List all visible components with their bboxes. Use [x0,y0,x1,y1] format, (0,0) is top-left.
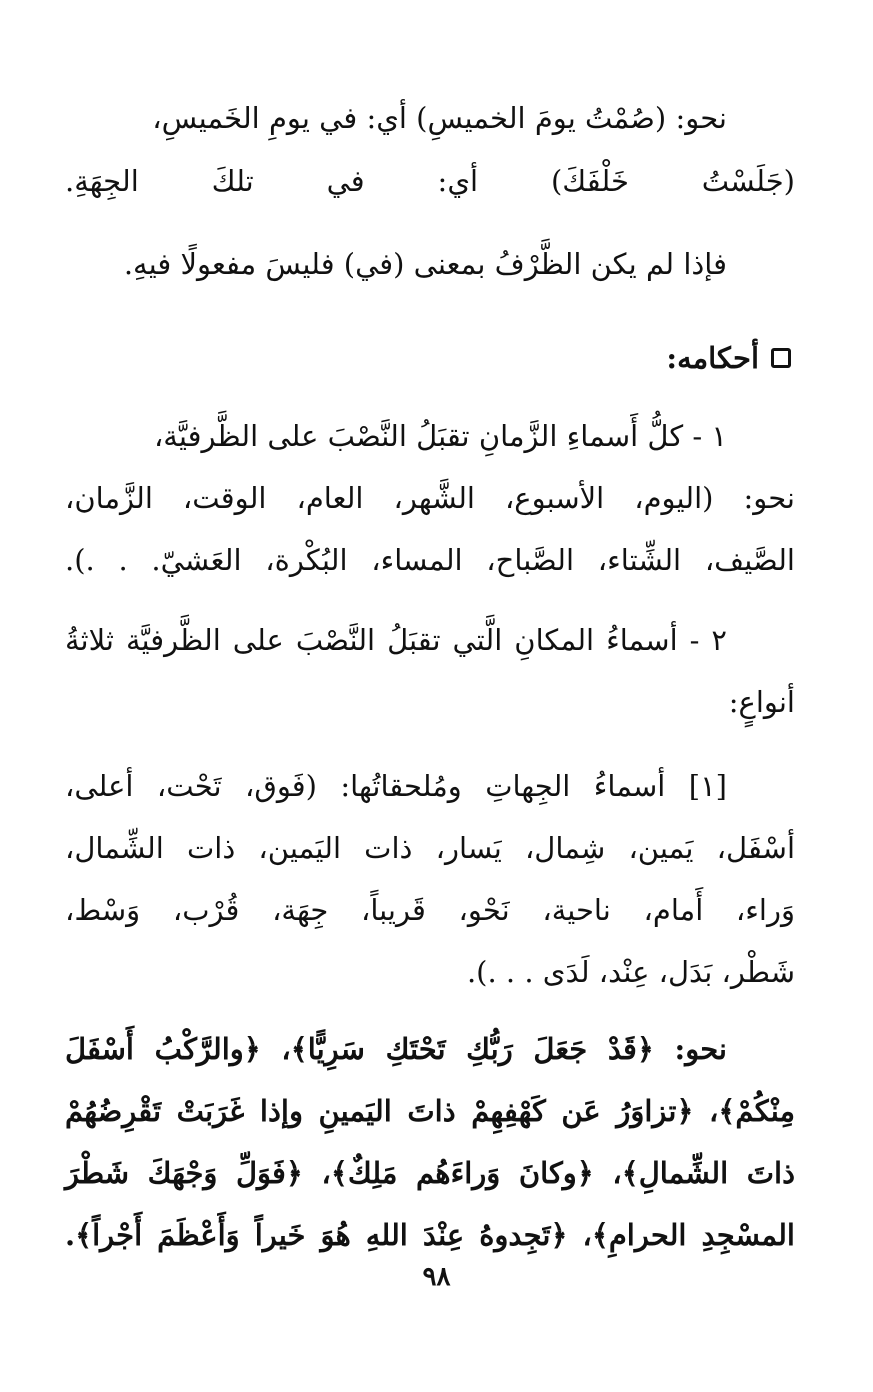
rule1-line-1: ١ - كلُّ أَسماءِ الزَّمانِ تقبَلُ النَّصْبَ على الظَّرفيَّة، [153,419,727,453]
rule1-line-2: نحو: (اليوم، الأسبوع، الشَّهر، العام، الوقت، الزَّمان، [65,481,795,515]
rule2-line-2: أنواعٍ: [728,685,795,719]
examples-line-1: نحو: ﴿قَدْ جَعَلَ رَبُّكِ تَحْتَكِ سَرِيًّا﴾، ﴿والرَّكْبُ أَسْفَلَ [65,1032,727,1066]
type1-line-2: أسْفَل، يَمين، شِمال، يَسار، ذات اليَمين، ذات الشِّمال، [65,831,795,865]
intro-line-2: (جَلَسْتُ خَلْفَكَ) أي: في تلكَ الجِهَةِ. [65,164,795,198]
page-number: ٩٨ [422,1262,451,1292]
section-heading [666,338,791,378]
square-icon [771,348,791,368]
intro-line-3: فإذا لم يكن الظَّرْفُ بمعنى (في) فليسَ مفعولًا فيهِ. [123,247,727,281]
examples-line-3: ذاتَ الشِّمالِ﴾، ﴿وكانَ وَراءَهُم مَلِكٌ﴾، ﴿فَوَلِّ وَجْهَكَ شَطْرَ [65,1156,795,1190]
rule2-line-1: ٢ - أسماءُ المكانِ الَّتي تقبَلُ النَّصْبَ على الظَّرفيَّة ثلاثةُ [65,623,727,657]
rule1-line-3: الصَّيف، الشِّتاء، الصَّباح، المساء، البُكْرة، العَشيّ. . .). [65,543,795,577]
section-title: أحكامه: [666,341,759,375]
intro-line-1: نحو: (صُمْتُ يومَ الخميسِ) أي: في يومِ الخَميسِ، [152,101,727,135]
examples-line-2: مِنْكُمْ﴾، ﴿تزاوَرُ عَن كَهْفِهِمْ ذاتَ اليَمينِ وإذا غَرَبَتْ تَقْرِضُهُمْ [65,1094,795,1128]
examples-line-4: المسْجِدِ الحرامِ﴾، ﴿تَجِدوهُ عِنْدَ اللهِ هُوَ خَيراً وَأَعْظَمَ أَجْراً﴾. [65,1218,795,1252]
type1-line-3: وَراء، أَمام، ناحية، نَحْو، قَريباً، جِهَة، قُرْب، وَسْط، [65,893,795,927]
type1-line-4: شَطْر، بَدَل، عِنْد، لَدَى . . .). [466,955,795,989]
type1-line-1: [١] أسماءُ الجِهاتِ ومُلحقاتُها: (فَوق، تَحْت، أعلى، [65,769,727,803]
